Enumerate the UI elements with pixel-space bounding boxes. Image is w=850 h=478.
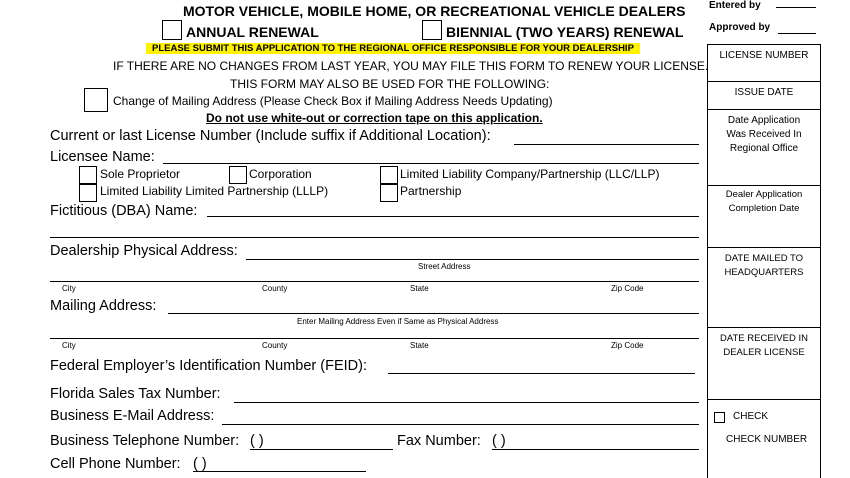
entered-by-label: Entered by <box>709 0 761 11</box>
issue-date-label: ISSUE DATE <box>734 87 794 98</box>
mailing-zip-label: Zip Code <box>611 341 644 350</box>
cell-phone-input[interactable] <box>193 471 366 472</box>
current-license-input[interactable] <box>514 144 699 145</box>
partnership-label: Partnership <box>400 184 462 198</box>
sole-proprietor-label: Sole Proprietor <box>100 167 181 181</box>
cell-phone-label: Cell Phone Number: <box>50 456 181 472</box>
approved-by-line[interactable] <box>778 33 816 34</box>
date-received-license-label: DATE RECEIVED IN DEALER LICENSE <box>720 333 808 358</box>
mailing-county-label: County <box>262 341 288 350</box>
mailing-address-hint: Enter Mailing Address Even if Same as Physical Address <box>297 317 499 326</box>
approved-by-label: Approved by <box>709 22 771 33</box>
mailing-address-label: Mailing Address: <box>50 298 157 314</box>
sales-tax-label: Florida Sales Tax Number: <box>50 386 221 402</box>
fictitious-name-input[interactable] <box>207 216 699 217</box>
check-number-label: CHECK NUMBER <box>726 434 808 445</box>
license-number-label: LICENSE NUMBER <box>719 50 809 61</box>
physical-city-label: City <box>62 284 76 293</box>
email-label: Business E-Mail Address: <box>50 408 215 424</box>
sales-tax-input[interactable] <box>234 402 699 403</box>
physical-county-label: County <box>262 284 288 293</box>
fax-input[interactable] <box>492 449 699 450</box>
current-license-label: Current or last License Number (Include suffix if Additional Location): <box>50 128 491 144</box>
physical-address-input[interactable] <box>246 259 699 260</box>
change-mailing-label: Change of Mailing Address (Please Check Box if Mailing Address Needs Updating) <box>113 94 553 108</box>
no-changes-notice: IF THERE ARE NO CHANGES FROM LAST YEAR, YOU MAY FILE THIS FORM TO RENEW YOUR LICENSE. <box>113 59 709 73</box>
license-number-box[interactable] <box>707 44 821 82</box>
date-mailed-label: DATE MAILED TO HEADQUARTERS <box>724 253 804 278</box>
fax-label: Fax Number: <box>397 433 481 449</box>
biennial-renewal-checkbox[interactable] <box>422 20 442 40</box>
also-used-notice: THIS FORM MAY ALSO BE USED FOR THE FOLLOWING: <box>230 77 550 91</box>
check-checkbox[interactable] <box>714 412 725 423</box>
physical-city-line[interactable] <box>50 281 699 282</box>
annual-renewal-checkbox[interactable] <box>162 20 182 40</box>
annual-renewal-label: ANNUAL RENEWAL <box>186 24 319 40</box>
sole-proprietor-checkbox[interactable] <box>79 166 97 184</box>
street-address-hint: Street Address <box>418 262 471 271</box>
mailing-state-label: State <box>410 341 429 350</box>
no-whiteout-notice: Do not use white-out or correction tape on this application. <box>206 111 543 125</box>
form-title: MOTOR VEHICLE, MOBILE HOME, OR RECREATIONAL VEHICLE DEALERS <box>183 3 686 19</box>
change-mailing-checkbox[interactable] <box>84 88 108 112</box>
mailing-city-line[interactable] <box>50 338 699 339</box>
physical-state-label: State <box>410 284 429 293</box>
physical-zip-label: Zip Code <box>611 284 644 293</box>
fictitious-name-extra-line[interactable] <box>50 237 699 238</box>
llc-label: Limited Liability Company/Partnership (LLC/LLP) <box>400 167 660 181</box>
regional-received-label: Date Application Was Received In Regional Office <box>726 115 802 154</box>
submit-notice: PLEASE SUBMIT THIS APPLICATION TO THE REGIONAL OFFICE RESPONSIBLE FOR YOUR DEALERSHIP <box>146 43 640 54</box>
business-phone-area-code: ( ) <box>250 433 264 449</box>
issue-date-box[interactable] <box>707 82 821 110</box>
entered-by-line[interactable] <box>776 7 816 8</box>
feid-input[interactable] <box>388 373 695 374</box>
check-label: CHECK <box>733 411 769 422</box>
completion-date-box[interactable] <box>707 186 821 248</box>
cell-phone-area-code: ( ) <box>193 456 207 472</box>
physical-address-label: Dealership Physical Address: <box>50 243 238 259</box>
corporation-label: Corporation <box>249 167 312 181</box>
feid-label: Federal Employer’s Identification Number (FEID): <box>50 358 367 374</box>
lllp-checkbox[interactable] <box>79 184 97 202</box>
business-phone-label: Business Telephone Number: <box>50 433 240 449</box>
date-mailed-box[interactable] <box>707 248 821 328</box>
licensee-name-label: Licensee Name: <box>50 149 155 165</box>
lllp-label: Limited Liability Limited Partnership (LLLP) <box>100 184 329 198</box>
completion-date-label: Dealer Application Completion Date <box>725 189 803 214</box>
date-received-license-box[interactable] <box>707 328 821 400</box>
mailing-city-label: City <box>62 341 76 350</box>
mailing-address-input[interactable] <box>168 313 699 314</box>
business-phone-input[interactable] <box>250 449 393 450</box>
licensee-name-input[interactable] <box>163 163 699 164</box>
partnership-checkbox[interactable] <box>380 184 398 202</box>
llc-checkbox[interactable] <box>380 166 398 184</box>
fictitious-name-label: Fictitious (DBA) Name: <box>50 203 198 219</box>
fax-area-code: ( ) <box>492 433 506 449</box>
regional-received-box[interactable] <box>707 110 821 186</box>
corporation-checkbox[interactable] <box>229 166 247 184</box>
biennial-renewal-label: BIENNIAL (TWO YEARS) RENEWAL <box>446 24 684 40</box>
email-input[interactable] <box>222 424 699 425</box>
